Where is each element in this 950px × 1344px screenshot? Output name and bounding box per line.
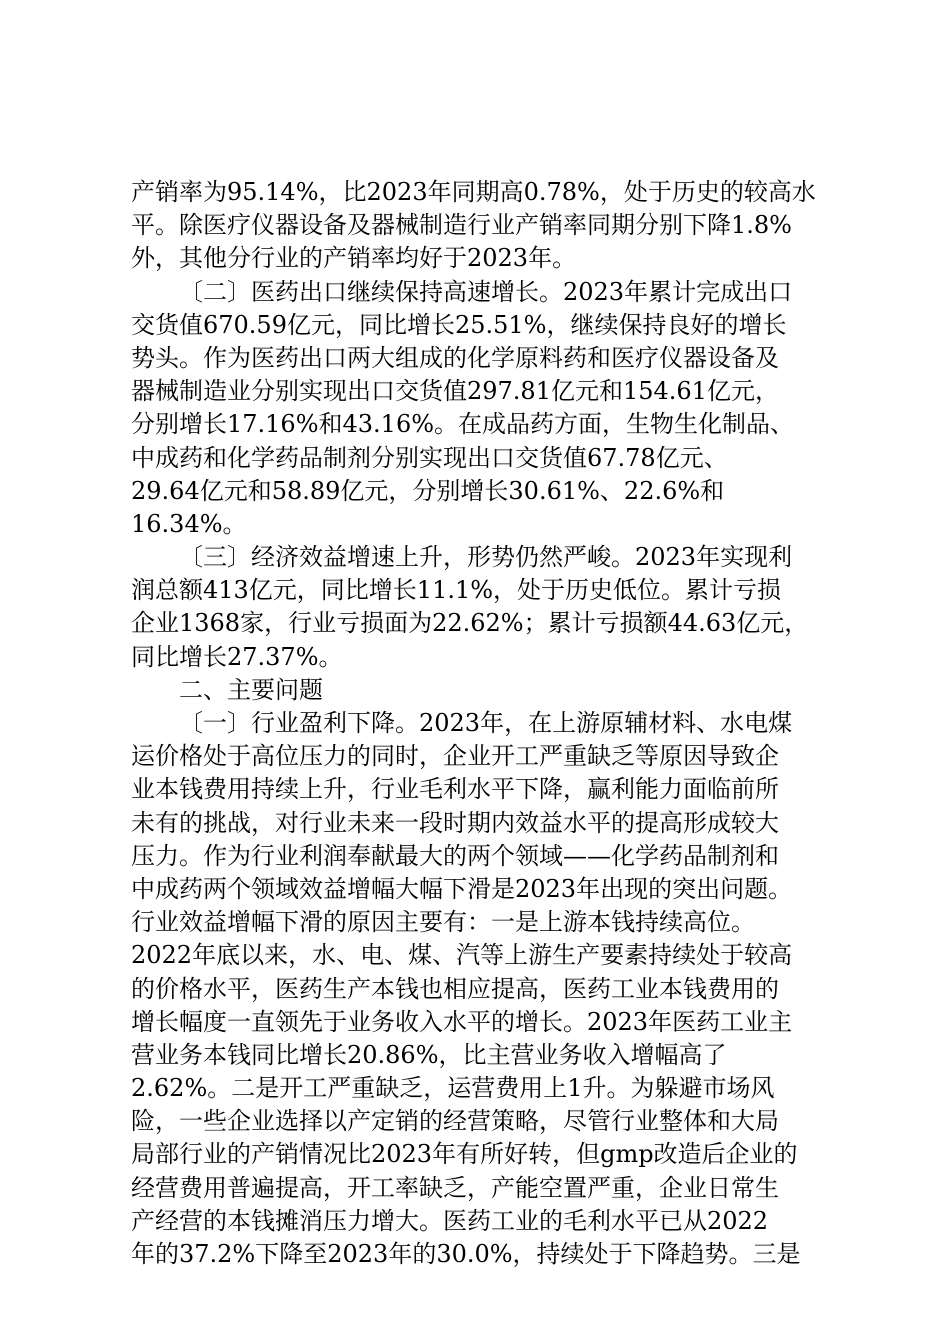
text-line: 营业务本钱同比增长20.86%，比主营业务收入增幅高了 — [131, 1040, 727, 1069]
text-line: 二、主要问题 — [179, 675, 323, 704]
paragraph — [131, 276, 831, 542]
text-line: 润总额413亿元，同比增长11.1%，处于历史低位。累计亏损 — [131, 576, 782, 605]
paragraph — [131, 674, 831, 707]
text-line: 2.62%。二是开工严重缺乏，运营费用上1升。为躲避市场风 — [131, 1074, 775, 1103]
text-line: 外，其他分行业的产销率均好于2023年。 — [131, 244, 577, 273]
text-line: 经营费用普遍提高，开工率缺乏，产能空置严重，企业日常生 — [131, 1173, 779, 1202]
text-line: 中成药和化学药品制剂分别实现出口交货值67.78亿元、 — [131, 443, 728, 472]
text-line: 行业效益增幅下滑的原因主要有：一是上游本钱持续高位。 — [131, 908, 755, 937]
text-line: 产销率为95.14%，比2023年同期高0.78%，处于历史的较高水 — [131, 178, 816, 206]
text-line: 未有的挑战，对行业未来一段时期内效益水平的提高形成较大 — [131, 808, 779, 837]
text-line: 16.34%。 — [131, 509, 247, 538]
paragraph — [131, 176, 831, 276]
text-line: 〔一〕行业盈利下降。2023年，在上游原辅材料、水电煤 — [179, 709, 793, 737]
text-line: 〔三〕经济效益增速上升，形势仍然严峻。2023年实现利 — [179, 543, 793, 572]
text-line: 运价格处于高位压力的同时，企业开工严重缺乏等原因导致企 — [131, 742, 779, 771]
text-line: 分别增长17.16%和43.16%。在成品药方面，生物生化制品、 — [131, 410, 795, 439]
text-line: 势头。作为医药出口两大组成的化学原料药和医疗仪器设备及 — [131, 343, 779, 372]
text-line: 增长幅度一直领先于业务收入水平的增长。2023年医药工业主 — [131, 1007, 793, 1036]
text-line: 〔二〕医药出口继续保持高速增长。2023年累计完成出口 — [179, 277, 793, 306]
text-line: 中成药两个领域效益增幅大幅下滑是2023年出现的突出问题。 — [131, 874, 793, 903]
text-line: 2022年底以来，水、电、煤、汽等上游生产要素持续处于较高 — [131, 941, 793, 970]
paragraph — [131, 707, 831, 1271]
text-line: 同比增长27.37%。 — [131, 642, 343, 671]
body-text — [131, 176, 831, 1271]
text-line: 企业1368家，行业亏损面为22.62%；累计亏损额44.63亿元， — [131, 609, 809, 638]
text-line: 29.64亿元和58.89亿元，分别增长30.61%、22.6%和 — [131, 476, 725, 505]
text-line: 的价格水平，医药生产本钱也相应提高，医药工业本钱费用的 — [131, 974, 779, 1003]
text-line: 压力。作为行业利润奉献最大的两个领域——化学药品制剂和 — [131, 841, 779, 870]
text-line: 年的37.2%下降至2023年的30.0%，持续处于下降趋势。三是 — [131, 1240, 801, 1268]
text-line: 平。除医疗仪器设备及器械制造行业产销率同期分别下降1.8% — [131, 211, 792, 240]
text-line: 险，一些企业选择以产定销的经营策略，尽管行业整体和大局 — [131, 1107, 779, 1136]
paragraph — [131, 541, 831, 674]
text-line: 交货值670.59亿元，同比增长25.51%，继续保持良好的增长 — [131, 310, 787, 339]
text-line: 业本钱费用持续上升，行业毛利水平下降，赢利能力面临前所 — [131, 775, 779, 804]
text-line: 局部行业的产销情况比2023年有所好转，但gmp改造后企业的 — [131, 1140, 798, 1169]
text-line: 产经营的本钱摊消压力增大。医药工业的毛利水平已从2022 — [131, 1206, 769, 1235]
text-line: 器械制造业分别实现出口交货值297.81亿元和154.61亿元， — [131, 377, 779, 406]
